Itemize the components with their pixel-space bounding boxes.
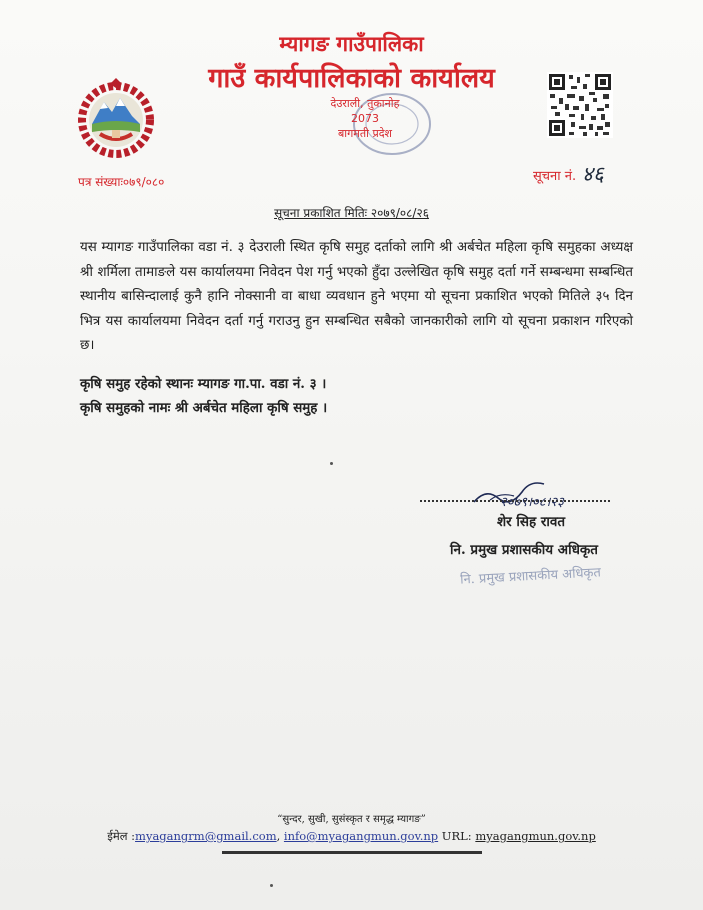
email-label: ईमेल :: [107, 829, 136, 843]
publish-date: [0, 204, 703, 221]
website-link[interactable]: myagangmun.gov.np: [475, 829, 596, 843]
office-address: देउराली, तुकानोह: [330, 97, 400, 110]
signature-line: [420, 500, 610, 504]
speck: [330, 462, 333, 465]
notice-body: यस म्यागङ गाउँपालिका वडा नं. ३ देउराली स्थित कृषि समुह दर्ताको लागि श्री अर्बचेत महिला कृषि समुहका अध्यक्ष श्री शर्मिला तामाङले यस कार्यालयमा निवेदन पेश गर्नु भएको हुँदा उल्लेखित कृषि समुह दर्ता गर्ने सम्बन्धमा सम्बन्धित स्थानीय बासिन्दालाई कुनै हानि नोक्सानी वा बाधा व्यवधान हुने भएमा यो सूचना प्रकाशित भएको मितिले ३५ दिन भित्र यस कार्यालयमा निवेदन दर्ता गर्नु गराउनु हुन सम्बन्धित सबैको जानकारीको लागि यो सूचना प्रकाशन गरिएको छ।: [80, 240, 633, 353]
office-address-block: [305, 96, 425, 141]
signer-name: शेर सिह रावत: [497, 514, 566, 530]
footer-separator: ,: [276, 829, 284, 843]
designation-stamp: नि. प्रमुख प्रशासकीय अधिकृत: [459, 565, 602, 588]
group-location: कृषि समुह रहेको स्थानः म्यागङ गा.पा. वडा नं. ३ ।: [80, 376, 327, 392]
office-name: गाउँ कार्यपालिकाको कार्यालय: [208, 63, 495, 94]
notice-number-value: ४६: [582, 162, 604, 186]
group-details: [80, 372, 327, 420]
footer-rule: [222, 851, 482, 854]
office-province: बागमती प्रदेश: [337, 127, 393, 140]
notice-number-label: सूचना नं.: [533, 169, 577, 184]
contact-footer: [0, 829, 703, 844]
email-link-info[interactable]: info@myagangmun.gov.np: [283, 829, 439, 843]
signature-date: २०७९।०८।२३: [500, 495, 564, 510]
email-link-primary[interactable]: myagangrm@gmail.com: [135, 829, 277, 843]
publish-date-text: सूचना प्रकाशित मितिः २०७९/०८/२६: [274, 206, 429, 220]
office-year: 2073: [351, 112, 379, 125]
speck: [270, 884, 273, 887]
letter-reference-number: पत्र संख्याः०७९/०८०: [78, 175, 165, 189]
signer-title: नि. प्रमुख प्रशासकीय अधिकृत: [450, 542, 598, 558]
municipality-name: म्यागङ गाउँपालिका: [279, 32, 424, 56]
municipality-motto: “सुन्दर, सुखी, सुसंस्कृत र समृद्ध म्यागङ”: [277, 814, 426, 825]
url-label: URL:: [438, 829, 476, 843]
handwritten-signature-icon: [470, 462, 590, 512]
group-name: कृषि समुहको नामः श्री अर्बचेत महिला कृषि समुह ।: [80, 400, 328, 416]
